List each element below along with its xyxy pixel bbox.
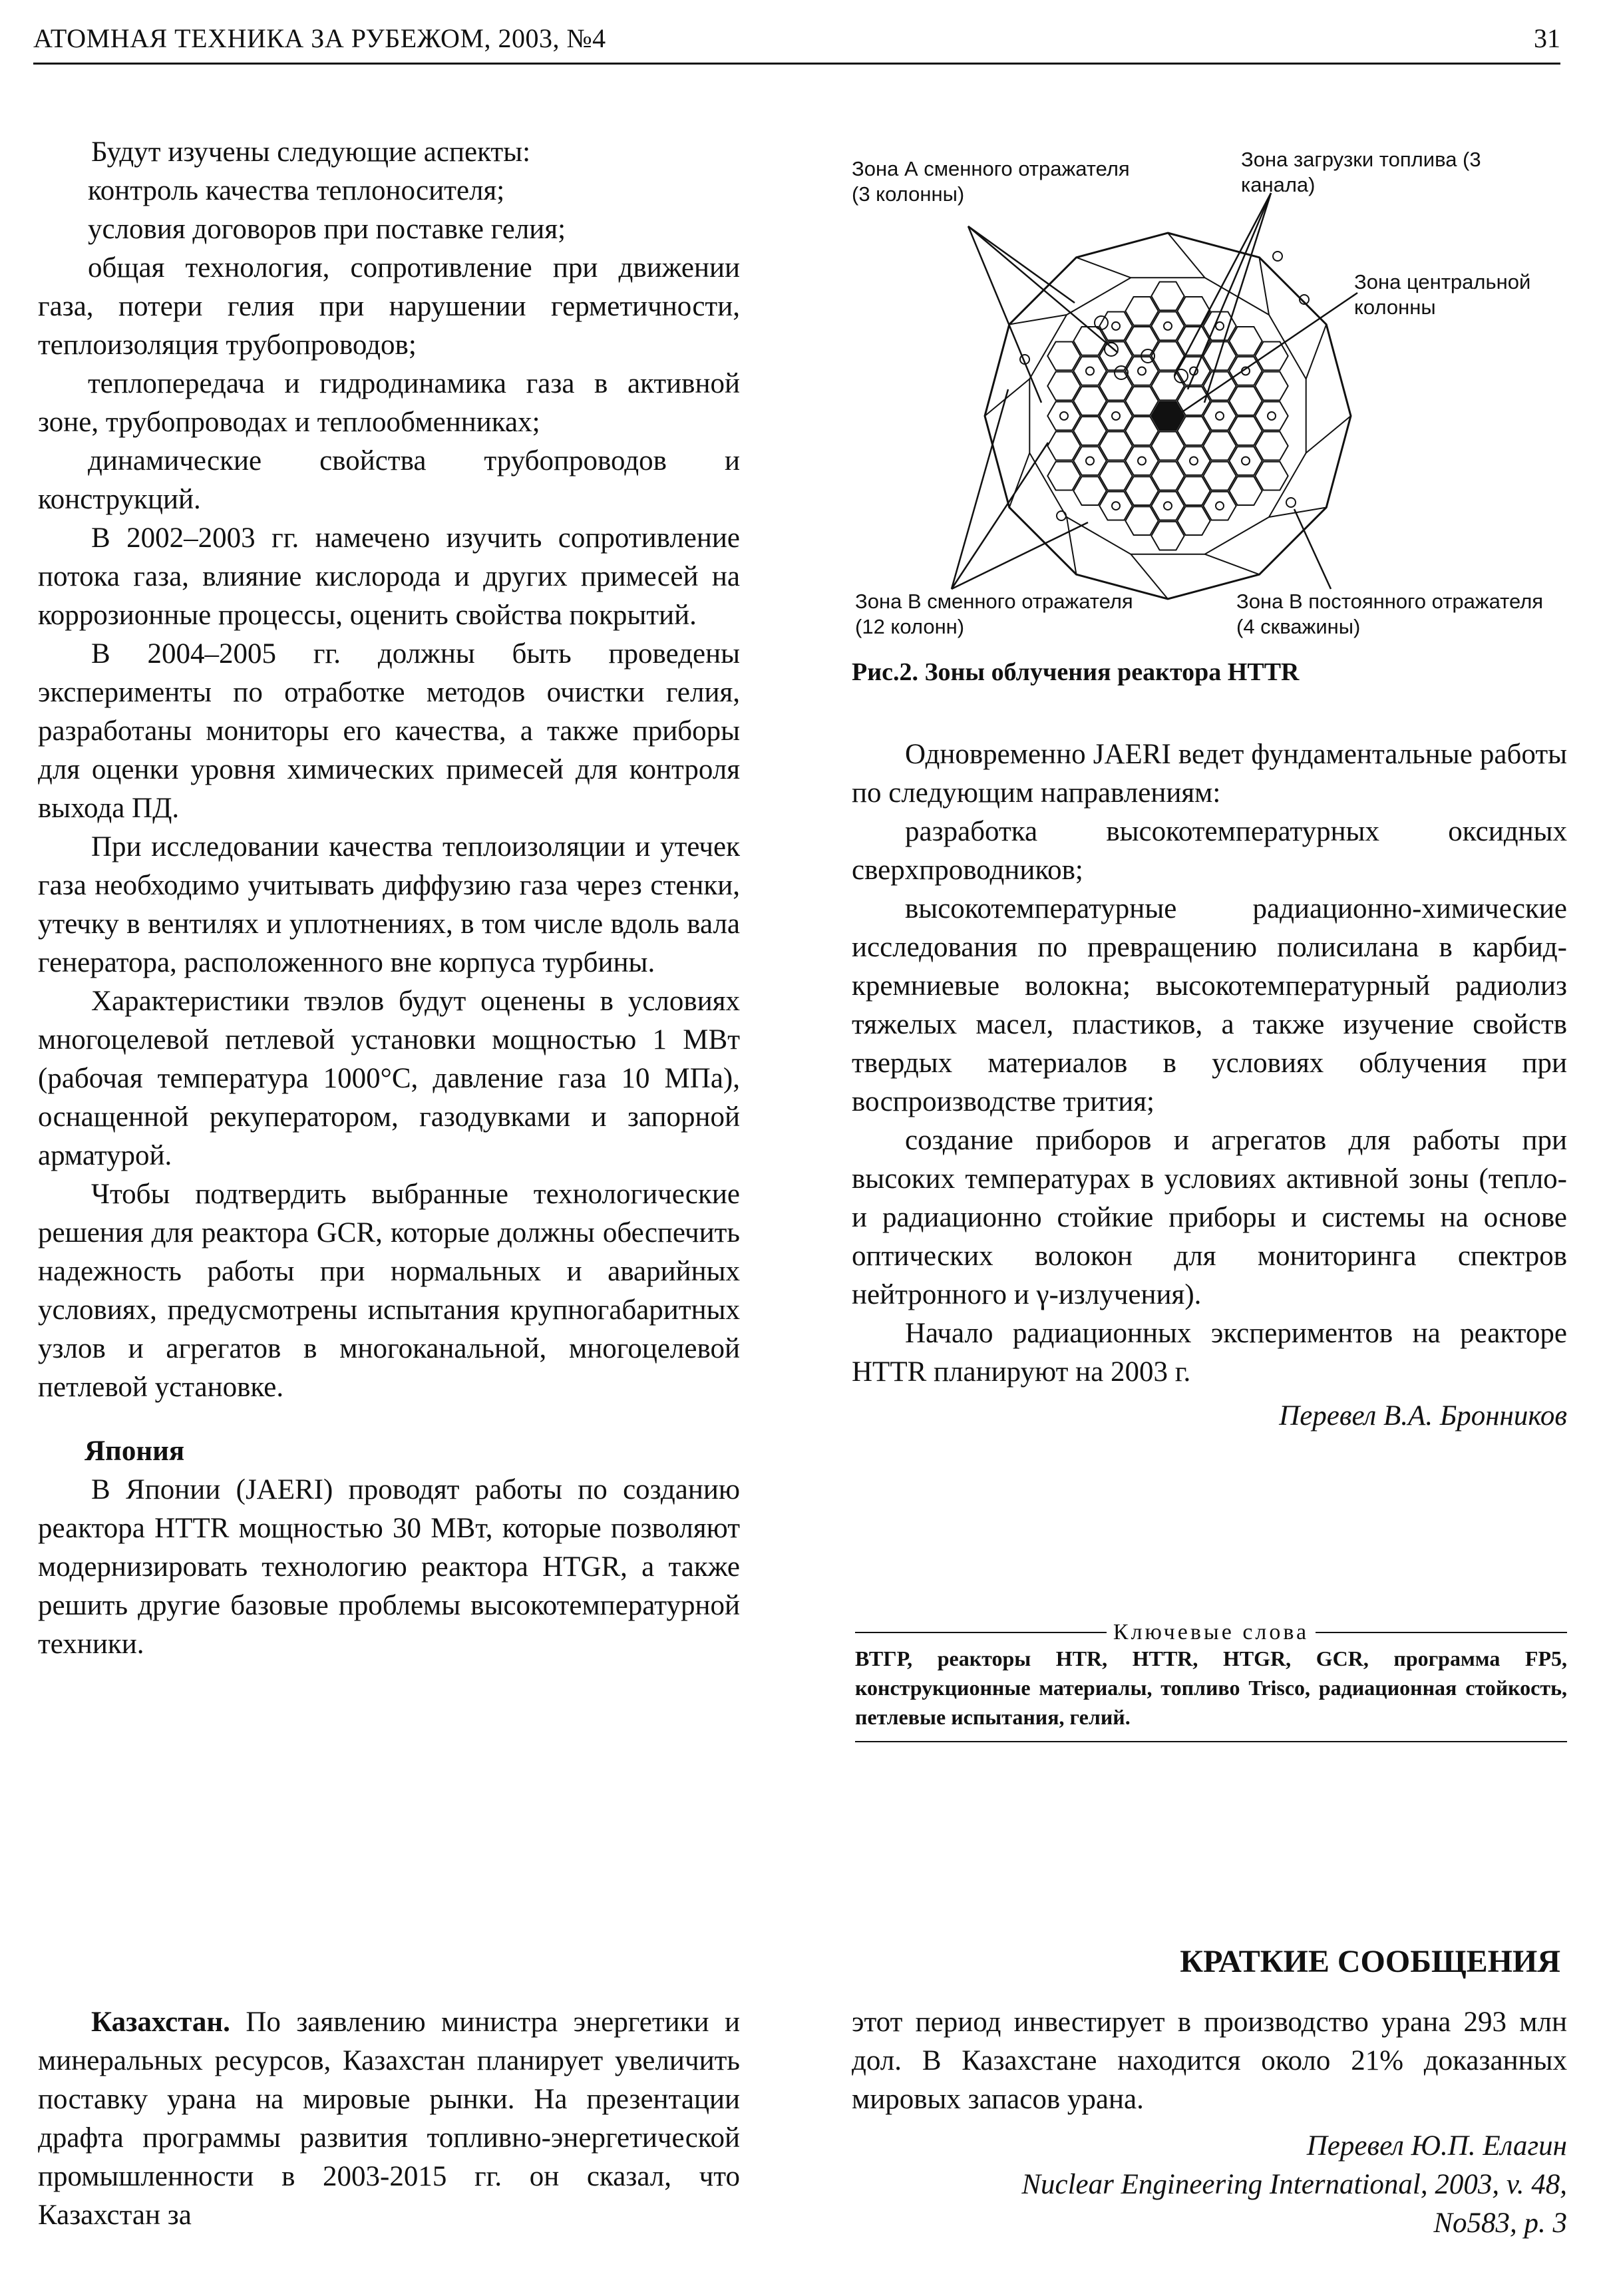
core-hex-column <box>1229 387 1262 415</box>
irradiation-hole <box>1141 349 1154 363</box>
japan-paragraph: В Японии (JAERI) проводят работы по созданию реактора HTTR мощностью 30 МВт, которые позволяют модернизировать технологию реактора HTGR, а также решить другие базовые проблемы высокотемпературной техники. <box>38 1474 740 1660</box>
core-hex-column <box>1151 432 1184 461</box>
core-hex-column <box>1151 312 1184 341</box>
aspect-item: контроль качества теплоносителя; <box>88 175 505 206</box>
label-leader-line <box>1181 293 1357 413</box>
core-hex-column <box>1255 342 1288 371</box>
core-hex-column <box>1151 372 1184 401</box>
fuel-channel <box>1268 412 1276 420</box>
core-hex-column <box>1073 357 1106 385</box>
core-hex-column <box>1125 506 1158 535</box>
core-hex-column <box>1047 402 1080 431</box>
reflector-divider <box>1009 453 1030 508</box>
core-hex-column <box>1099 492 1132 520</box>
fuel-channel <box>1112 502 1120 510</box>
core-hex-column <box>1073 477 1106 505</box>
page-number: 31 <box>1534 23 1560 53</box>
brief-left <box>38 2003 740 2235</box>
jaeri-item: создание приборов и агрегатов для работы при высоких температурах в условиях активной зоны (тепло- и радиационно стойкие приборы и системы на основе оптических волокон для мониторинга спектров нейтронного и γ-излучения). <box>852 1125 1567 1310</box>
left-column <box>38 133 740 1664</box>
core-hex-column <box>1073 387 1106 415</box>
core-hex-column <box>1177 447 1210 475</box>
jaeri-intro: Одновременно JAERI ведет фундаментальные работы по следующим направлениям: <box>852 739 1567 809</box>
fuel-channel <box>1164 502 1172 510</box>
core-hex-column <box>1099 402 1132 431</box>
reflector-divider <box>1306 325 1327 379</box>
keywords-box <box>855 1617 1567 1742</box>
brief-text-right: этот период инвестирует в производство урана 293 млн дол. В Казахстане находится около 21% доказанных мировых запасов урана. <box>852 2007 1567 2115</box>
core-hex-column <box>1099 432 1132 461</box>
label-leader-line <box>952 389 1008 589</box>
reflector-divider <box>1306 416 1351 453</box>
aspect-item: динамические свойства трубопроводов и конструкций. <box>38 445 740 515</box>
reactor-core-diagram <box>852 143 1577 695</box>
fuel-channel <box>1112 322 1120 330</box>
reflector-divider <box>1168 233 1205 278</box>
paragraph: В 2002–2003 гг. намечено изучить сопротивление потока газа, влияние кислорода и других примесей на коррозионные процессы, оценить свойства покрытий. <box>38 522 740 631</box>
core-hex-column <box>1125 387 1158 415</box>
core-hex-column <box>1255 402 1288 431</box>
aspect-item: условия договоров при поставке гелия; <box>88 214 566 245</box>
figure-caption: Рис.2. Зоны облучения реактора HTTR <box>852 658 1300 686</box>
core-hex-column <box>1151 282 1184 311</box>
core-hex-column <box>1203 432 1236 461</box>
core-hex-column <box>1099 462 1132 490</box>
core-hex-column <box>1203 462 1236 490</box>
keywords-text: ВТГР, реакторы HTR, HTTR, HTGR, GCR, программа FP5, конструкционные материалы, топливо Trisco, радиационная стойкость, петлевые испытания, гелий. <box>855 1646 1567 1729</box>
paragraph: Характеристики твэлов будут оценены в условиях многоцелевой петлевой установки мощностью 1 МВт (рабочая температура 1000°С, давление газа 10 МПа), оснащенной рекуператором, газодувками и запорной арматурой. <box>38 986 740 1171</box>
core-hex-column <box>1047 372 1080 401</box>
core-hex-column <box>1177 477 1210 505</box>
paragraph: В 2004–2005 гг. должны быть проведены эксперименты по отработке методов очистки гелия, разработаны мониторы его качества, а также приборы для оценки уровня химических примесей для контроля выхода ПД. <box>38 638 740 824</box>
core-hex-column <box>1151 492 1184 520</box>
core-hex-column <box>1151 462 1184 490</box>
core-hex-column <box>1229 417 1262 445</box>
label-zone-b-replace: Зона В сменного отражателя (12 колонн) <box>855 590 1133 638</box>
brief-lead: Казахстан. <box>91 2007 230 2038</box>
core-hex-column <box>1151 402 1184 431</box>
core-hex-column <box>1177 297 1210 325</box>
fuel-channel <box>1242 457 1250 465</box>
label-leader-line <box>952 522 1088 589</box>
label-leader-line <box>1204 193 1271 403</box>
brief-translator: Перевел Ю.П. Елагин <box>1306 2130 1567 2162</box>
core-hex-column <box>1177 506 1210 535</box>
permanent-reflector-hole <box>1273 252 1282 261</box>
fuel-channel <box>1216 502 1224 510</box>
core-hex-column <box>1047 462 1080 490</box>
section-heading-japan: Япония <box>85 1435 185 1467</box>
fuel-channel <box>1164 322 1172 330</box>
fuel-channel <box>1138 367 1146 375</box>
jaeri-item: разработка высокотемпературных оксидных сверхпроводников; <box>852 816 1567 886</box>
fuel-channel <box>1112 412 1120 420</box>
label-leader-line <box>1174 193 1271 376</box>
fuel-channel <box>1138 457 1146 465</box>
aspect-item: теплопередача и гидродинамика газа в активной зоне, трубопроводах и теплообменниках; <box>38 368 740 438</box>
core-hex-column <box>1255 462 1288 490</box>
core-hex-column <box>1255 432 1288 461</box>
reflector-divider <box>1205 554 1260 575</box>
paragraph: При исследовании качества теплоизоляции и утечек газа необходимо учитывать диффузию газа через стенки, утечку в вентилях и уплотнениях, в том числе вдоль вала генератора, расположенного вне корпуса турбины. <box>38 831 740 978</box>
fuel-channel <box>1216 412 1224 420</box>
core-hex-column <box>1125 477 1158 505</box>
core-hex-column <box>1073 447 1106 475</box>
brief-right <box>852 2003 1567 2243</box>
closing-paragraph: Начало радиационных экспериментов на реакторе HTTR планируют на 2003 г. <box>852 1318 1567 1388</box>
label-zone-b-perm: Зона В постоянного отражателя (4 скважины) <box>1236 590 1544 638</box>
reflector-divider <box>985 379 1029 416</box>
keywords-title: Ключевые слова <box>1107 1620 1316 1644</box>
core-hex-column <box>1047 342 1080 371</box>
brief-source: Nuclear Engineering International, 2003, v. 48, No583, p. 3 <box>1021 2169 1567 2239</box>
reflector-divider <box>1131 554 1168 599</box>
core-hex-column <box>1203 492 1236 520</box>
core-hex-column <box>1125 447 1158 475</box>
core-hex-column <box>1151 522 1184 550</box>
core-hex-column <box>1047 432 1080 461</box>
core-hex-column <box>1229 477 1262 505</box>
core-hex-column <box>1073 327 1106 355</box>
label-zone-a: Зона А сменного отражателя (3 колонны) <box>852 157 1130 206</box>
section-title-brief: КРАТКИЕ СООБЩЕНИЯ <box>1180 1944 1560 1979</box>
running-header <box>33 19 1560 65</box>
permanent-reflector-hole <box>1057 511 1066 520</box>
core-hex-column <box>1125 327 1158 355</box>
core-hex-column <box>1099 312 1132 341</box>
core-hex-column <box>1125 297 1158 325</box>
fuel-channel <box>1086 367 1094 375</box>
fuel-channel <box>1216 322 1224 330</box>
label-leader-line <box>968 226 1118 353</box>
core-hex-column <box>1255 372 1288 401</box>
core-hex-column <box>1229 447 1262 475</box>
right-column <box>852 735 1567 1435</box>
journal-title: АТОМНАЯ ТЕХНИКА ЗА РУБЕЖОМ, 2003, №4 <box>33 23 606 53</box>
label-central-zone: Зона центральной колонны <box>1354 270 1531 319</box>
core-hex-column <box>1229 327 1262 355</box>
fuel-channel <box>1086 457 1094 465</box>
label-fuel-zone: Зона загрузки топлива (3 канала) <box>1241 148 1481 196</box>
aspects-intro: Будут изучены следующие аспекты: <box>91 136 531 168</box>
brief-text-left: По заявлению министра энергетики и минеральных ресурсов, Казахстан планирует увеличить поставку урана на мировые рынки. На презентации драфта программы развития топливно-энергетической промышленности в 2003-2015 гг. он сказал, что Казахстан за <box>38 2007 740 2231</box>
core-hex-column <box>1177 417 1210 445</box>
figure-reactor-zones <box>852 143 1577 695</box>
translator-credit: Перевел В.А. Бронников <box>1279 1400 1567 1432</box>
paragraph: Чтобы подтвердить выбранные технологические решения для реактора GCR, которые должны обеспечить надежность работы при нормальных и аварийных условиях, предусмотрены испытания крупногабаритных узлов и агрегатов в многоканальной, многоцелевой петлевой установке. <box>38 1179 740 1403</box>
fuel-channel <box>1060 412 1068 420</box>
core-hex-column <box>1125 357 1158 385</box>
irradiation-hole <box>1105 343 1118 356</box>
core-hex-column <box>1125 417 1158 445</box>
core-hex-column <box>1073 417 1106 445</box>
jaeri-item: высокотемпературные радиационно-химические исследования по превращению полисилана в карбид-кремниевые волокна; высокотемпературный радиолиз тяжелых масел, пластиков, а также изучение свойств твердых материалов в условиях облучения при воспроизводстве трития; <box>852 893 1567 1117</box>
core-hex-column <box>1203 402 1236 431</box>
reflector-divider <box>1077 258 1131 278</box>
aspect-item: общая технология, сопротивление при движении газа, потери гелия при нарушении герметичности, теплоизоляция трубопроводов; <box>38 252 740 361</box>
fuel-channel <box>1190 457 1198 465</box>
permanent-reflector-hole <box>1286 498 1296 507</box>
label-leader-line <box>952 443 1048 589</box>
core-hex-column <box>1099 342 1132 371</box>
